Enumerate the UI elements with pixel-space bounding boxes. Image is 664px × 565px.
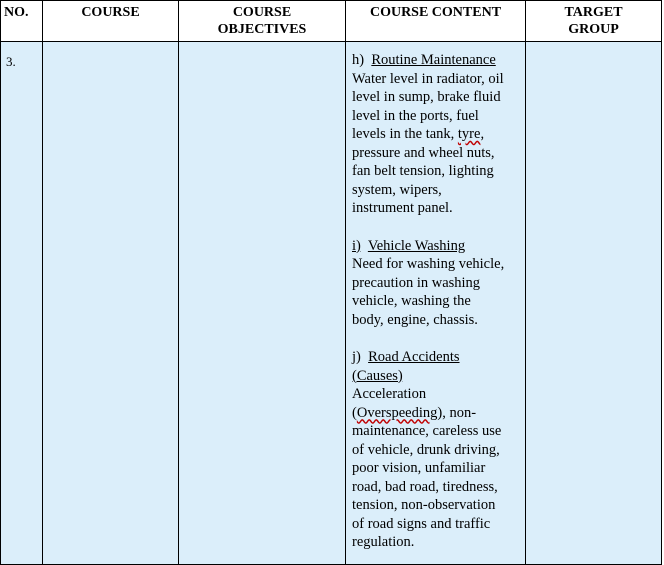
header-course-label: COURSE xyxy=(81,5,140,20)
objectives-cell xyxy=(179,42,346,565)
header-no: NO. xyxy=(1,1,43,42)
header-course xyxy=(43,1,179,42)
section-title: Vehicle Washing xyxy=(367,237,466,254)
section-title: Routine Maintenance xyxy=(371,52,496,68)
header-course-objectives: COURSE OBJECTIVES xyxy=(179,1,346,42)
header-target-group: TARGET GROUP xyxy=(526,1,662,42)
content-cell xyxy=(346,42,526,565)
header-course-content: COURSE CONTENT xyxy=(346,1,526,42)
section-vehicle-washing: i) Vehicle Washing Need for washing vehicle, precaution in washing vehicle, washing the body, engine, chassis. xyxy=(352,237,505,328)
target-group-cell xyxy=(526,42,662,565)
section-routine-maintenance: h) Routine Maintenance Water level in radiator, oil level in sump, brake fluid level in the ports, fuel levels in the tank, tyre, pressure and wheel nuts, fan belt tension, lighting system, wipers, instrument panel. xyxy=(352,52,504,216)
row-number: 3. xyxy=(1,42,43,565)
header-row xyxy=(1,1,662,42)
course-cell xyxy=(43,42,179,565)
section-road-accidents: j) Road Accidents (Causes) Acceleration (Overspeeding), non- maintenance, careless use of vehicle, drunk driving, poor vision, unfamiliar road, bad road, tiredness, tension, non-observation of road signs and traffic regulation. xyxy=(352,349,502,550)
table-row xyxy=(1,42,662,565)
section-title: Road Accidents xyxy=(368,349,460,365)
